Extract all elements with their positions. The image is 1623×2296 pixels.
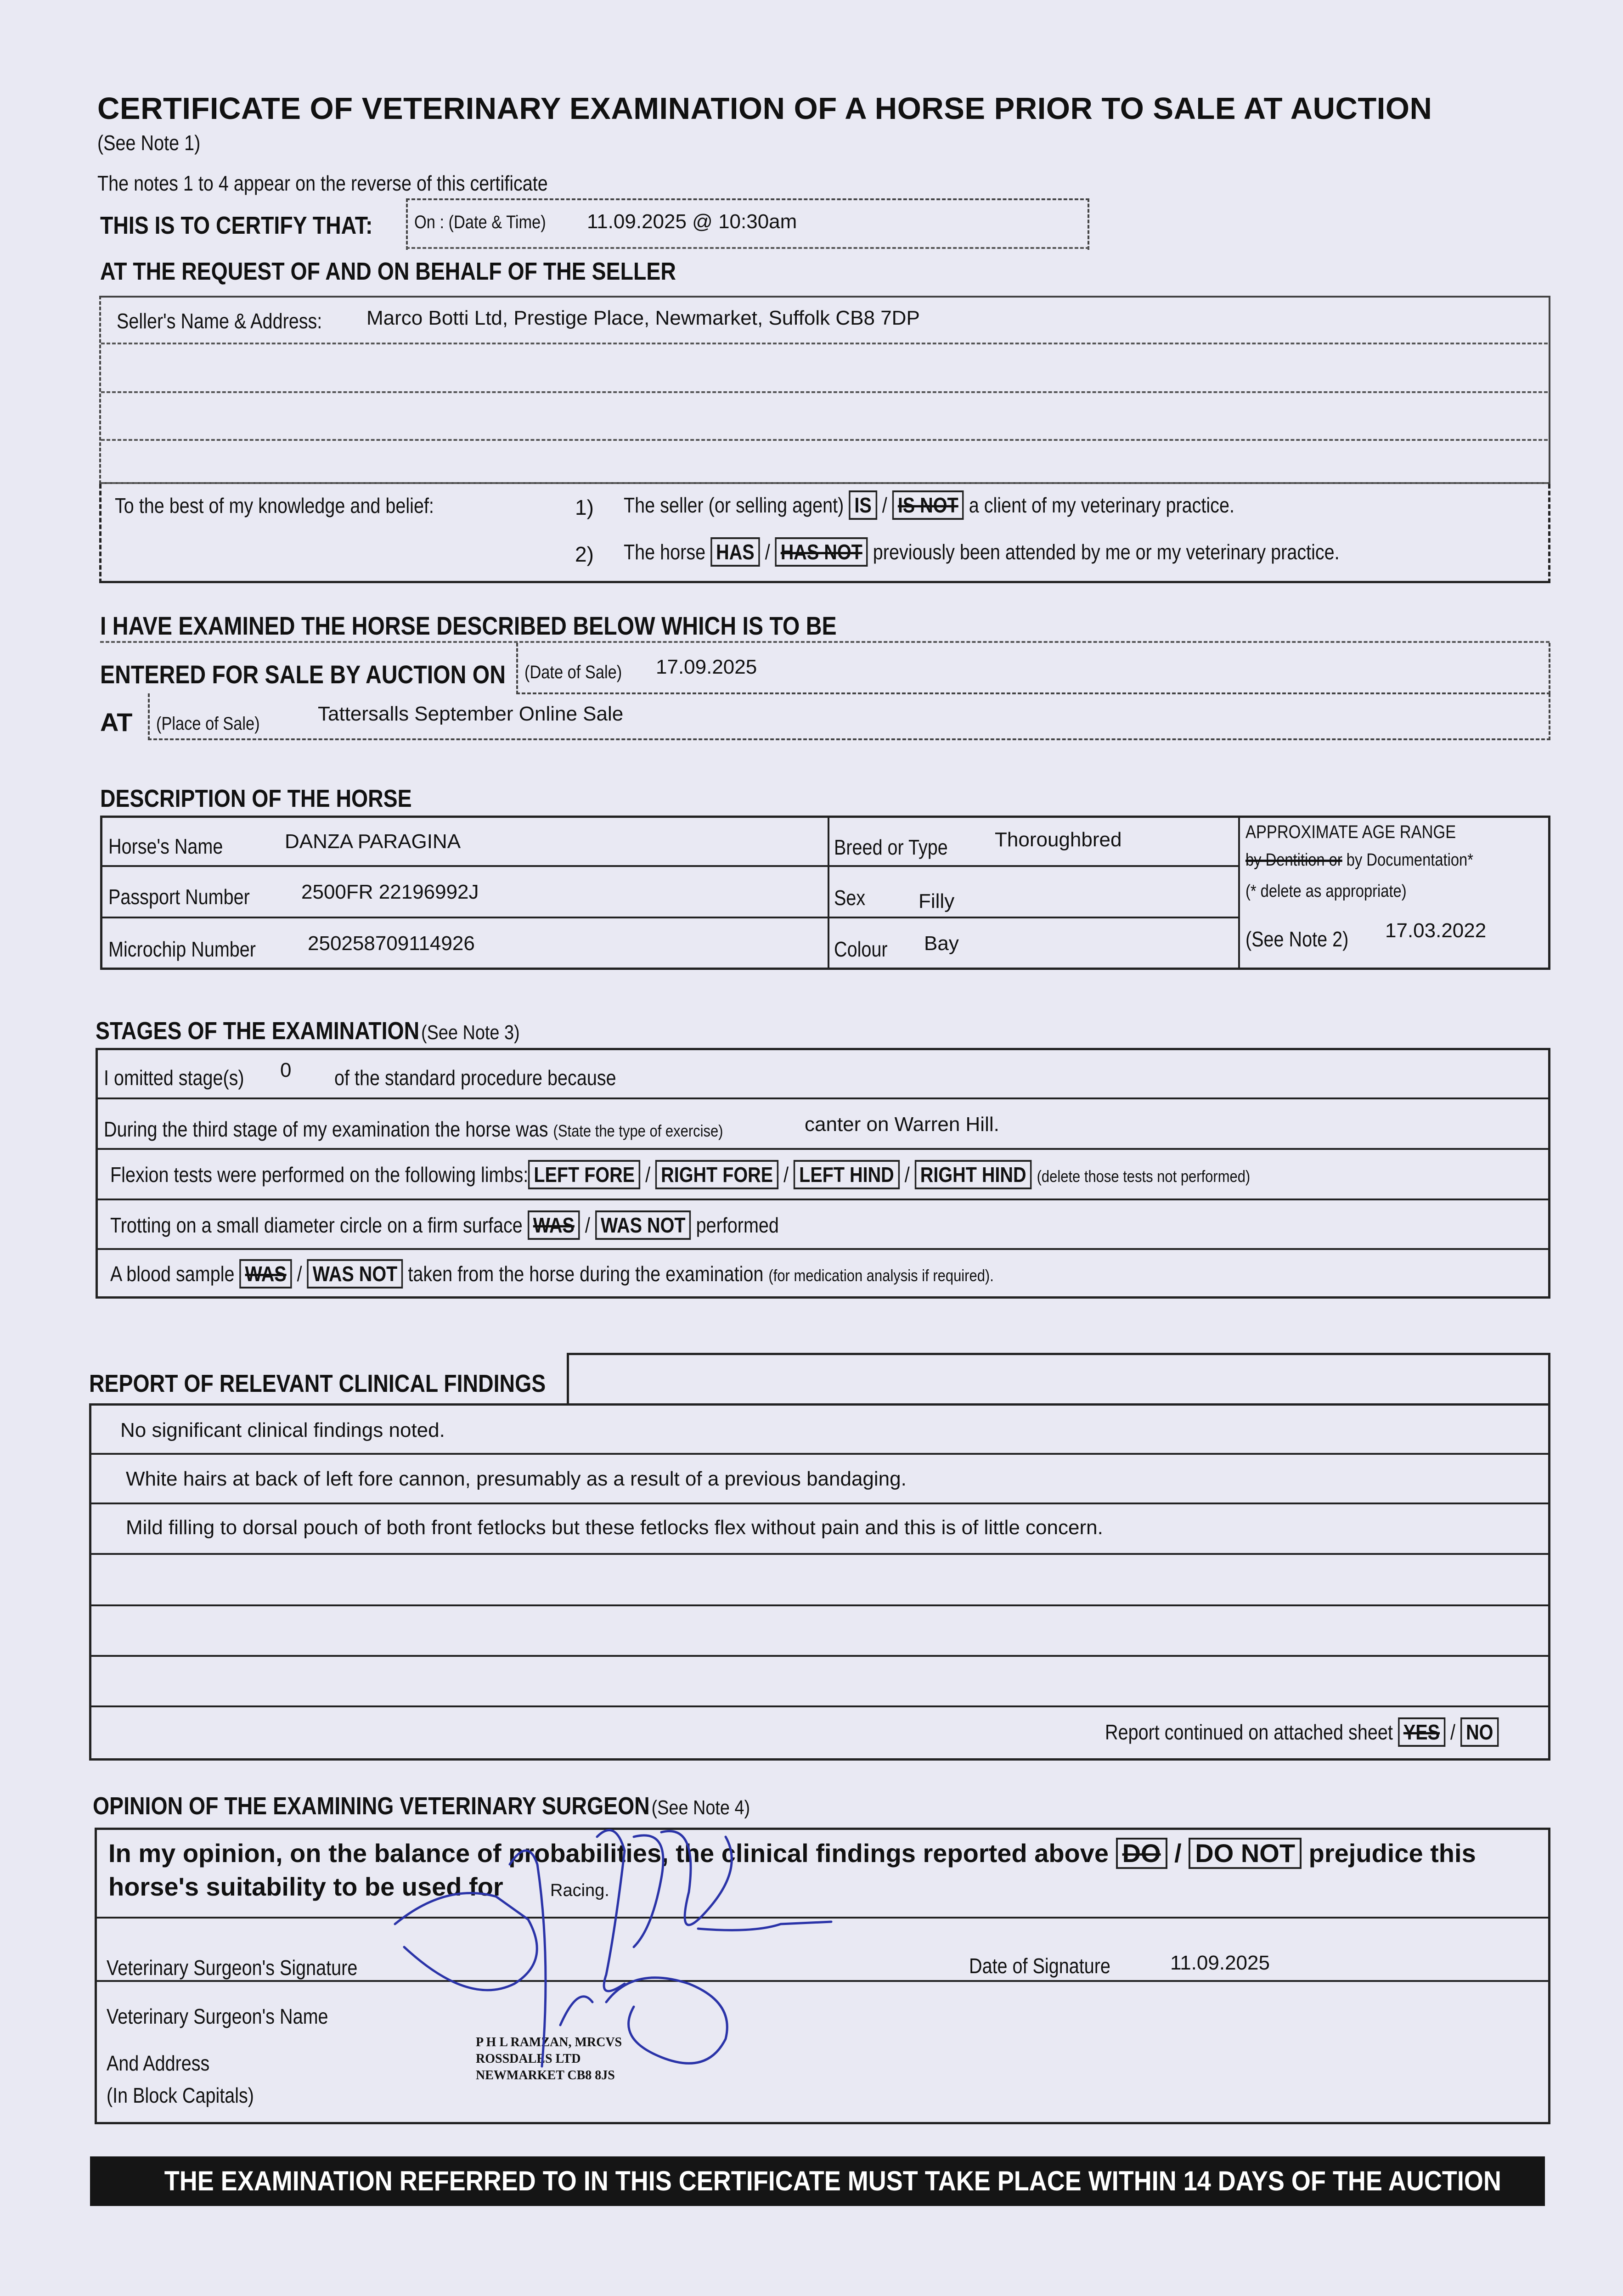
age-see-note: (See Note 2) bbox=[1245, 927, 1349, 951]
has-not-option-struck[interactable]: HAS NOT bbox=[775, 537, 868, 567]
colour-label: Colour bbox=[834, 937, 888, 961]
footer-banner: THE EXAMINATION REFERRED TO IN THIS CERTIFICATE MUST TAKE PLACE WITHIN 14 DAYS OF THE AUCTION bbox=[90, 2156, 1545, 2206]
signature-label: Veterinary Surgeon's Signature bbox=[107, 1956, 358, 1980]
age-value: 17.03.2022 bbox=[1385, 919, 1487, 942]
belief-item-1: The seller (or selling agent) IS / IS NOT a client of my veterinary practice. bbox=[624, 490, 1334, 520]
sale-place-value: Tattersalls September Online Sale bbox=[318, 703, 624, 725]
finding-line-2: White hairs at back of left fore cannon, presumably as a result of a previous bandaging. bbox=[126, 1468, 907, 1490]
vet-stamp: P H L RAMZAN, MRCVS ROSSDALES LTD NEWMARKET CB8 8JS bbox=[476, 2035, 622, 2082]
sale-date-label: (Date of Sale) bbox=[524, 662, 622, 682]
belief-label: To the best of my knowledge and belief: bbox=[115, 494, 434, 518]
has-option[interactable]: HAS bbox=[710, 537, 760, 567]
omitted-value: 0 bbox=[280, 1059, 292, 1081]
passport-value: 2500FR 22196992J bbox=[301, 881, 479, 903]
address-label: And Address bbox=[107, 2051, 210, 2075]
third-stage: During the third stage of my examination the horse was (State the type of exercise) bbox=[104, 1117, 723, 1141]
right-hind-option[interactable]: RIGHT HIND bbox=[915, 1160, 1032, 1189]
signature-scribble bbox=[377, 1809, 882, 2094]
date-signature-label: Date of Signature bbox=[969, 1954, 1110, 1978]
sale-date-field[interactable] bbox=[516, 643, 1550, 694]
is-not-option-struck[interactable]: IS NOT bbox=[892, 490, 964, 520]
sex-value: Filly bbox=[919, 890, 955, 912]
surgeon-name-label: Veterinary Surgeon's Name bbox=[107, 2004, 328, 2028]
opinion-text-line-1: In my opinion, on the balance of probabilities, the clinical findings reported above DO / DO NOT prejudice this bbox=[108, 1838, 1476, 1869]
on-date-label: On : (Date & Time) bbox=[414, 212, 546, 232]
continued-no-option[interactable]: NO bbox=[1460, 1717, 1499, 1747]
omitted-stages: I omitted stage(s) bbox=[104, 1066, 244, 1090]
seller-value: Marco Botti Ltd, Prestige Place, Newmarket, Suffolk CB8 7DP bbox=[366, 307, 920, 329]
sale-date-value: 17.09.2025 bbox=[656, 656, 757, 678]
left-hind-option[interactable]: LEFT HIND bbox=[794, 1160, 900, 1189]
findings-title: REPORT OF RELEVANT CLINICAL FINDINGS bbox=[89, 1370, 546, 1397]
microchip-value: 250258709114926 bbox=[308, 932, 475, 955]
microchip-label: Microchip Number bbox=[108, 937, 256, 961]
seller-address-box[interactable] bbox=[99, 296, 1550, 484]
third-stage-value: canter on Warren Hill. bbox=[805, 1113, 999, 1136]
trot-was-option-struck[interactable]: WAS bbox=[528, 1210, 580, 1240]
horse-section-title: DESCRIPTION OF THE HORSE bbox=[100, 785, 412, 812]
certify-label: THIS IS TO CERTIFY THAT: bbox=[100, 212, 373, 239]
sale-place-label: (Place of Sale) bbox=[156, 714, 260, 734]
right-fore-option[interactable]: RIGHT FORE bbox=[655, 1160, 778, 1189]
sex-label: Sex bbox=[834, 886, 866, 910]
colour-value: Bay bbox=[924, 932, 959, 955]
examined-line-2: ENTERED FOR SALE BY AUCTION ON bbox=[100, 660, 506, 689]
on-date-value: 11.09.2025 @ 10:30am bbox=[587, 210, 797, 233]
notes-line: The notes 1 to 4 appear on the reverse of this certificate bbox=[97, 171, 548, 195]
blood-sample: A blood sample WAS / WAS NOT taken from the horse during the examination (for medication analysis if required). bbox=[110, 1259, 1138, 1289]
flexion-tests: Flexion tests were performed on the following limbs: LEFT FORE / RIGHT FORE / LEFT HIND / RIGHT HIND (delete those tests not performed) bbox=[110, 1160, 1436, 1189]
passport-label: Passport Number bbox=[108, 885, 250, 909]
date-signature-value: 11.09.2025 bbox=[1170, 1952, 1270, 1974]
opinion-title: OPINION OF THE EXAMINING VETERINARY SURGEON (See Note 4) bbox=[93, 1792, 750, 1820]
opinion-text-line-2: horse's suitability to be used for bbox=[108, 1872, 503, 1901]
report-continued: Report continued on attached sheet YES / NO bbox=[1105, 1717, 1563, 1747]
left-fore-option[interactable]: LEFT FORE bbox=[528, 1160, 640, 1189]
belief-item-1-number: 1) bbox=[575, 495, 594, 519]
trot-was-not-option[interactable]: WAS NOT bbox=[595, 1210, 691, 1240]
belief-item-2: The horse HAS / HAS NOT previously been attended by me or my veterinary practice. bbox=[624, 537, 1456, 567]
block-capitals-label: (In Block Capitals) bbox=[107, 2083, 254, 2107]
use-value: Racing. bbox=[550, 1881, 609, 1900]
breed-value: Thoroughbred bbox=[995, 828, 1122, 851]
do-not-option[interactable]: DO NOT bbox=[1189, 1838, 1302, 1869]
request-label: AT THE REQUEST OF AND ON BEHALF OF THE SELLER bbox=[100, 258, 676, 285]
blood-was-not-option[interactable]: WAS NOT bbox=[307, 1259, 403, 1289]
findings-header-box bbox=[567, 1353, 1550, 1405]
trotting: Trotting on a small diameter circle on a firm surface WAS / WAS NOT performed bbox=[110, 1210, 888, 1240]
blood-was-option-struck[interactable]: WAS bbox=[240, 1259, 292, 1289]
horse-name-label: Horse's Name bbox=[108, 834, 223, 858]
is-option[interactable]: IS bbox=[849, 490, 877, 520]
certificate-title: CERTIFICATE OF VETERINARY EXAMINATION OF A HORSE PRIOR TO SALE AT AUCTION bbox=[97, 91, 1432, 126]
breed-label: Breed or Type bbox=[834, 835, 948, 859]
age-method: by Dentition or by Documentation* bbox=[1245, 850, 1473, 870]
horse-name-value: DANZA PARAGINA bbox=[285, 830, 461, 853]
age-note: (* delete as appropriate) bbox=[1245, 882, 1407, 901]
examined-line-1: I HAVE EXAMINED THE HORSE DESCRIBED BELOW WHICH IS TO BE bbox=[100, 611, 837, 640]
omitted-reason: of the standard procedure because bbox=[334, 1066, 616, 1090]
age-range-title: APPROXIMATE AGE RANGE bbox=[1245, 822, 1456, 842]
seller-label: Seller's Name & Address: bbox=[117, 309, 322, 333]
age-dentition-struck: by Dentition or bbox=[1245, 850, 1342, 870]
stages-title: STAGES OF THE EXAMINATION (See Note 3) bbox=[96, 1017, 520, 1045]
do-option-struck[interactable]: DO bbox=[1116, 1838, 1167, 1869]
sale-place-field[interactable] bbox=[148, 693, 1550, 740]
finding-line-1: No significant clinical findings noted. bbox=[120, 1419, 445, 1441]
finding-line-3: Mild filling to dorsal pouch of both front fetlocks but these fetlocks flex without pain and this is of little concern. bbox=[126, 1516, 1103, 1539]
see-note-1: (See Note 1) bbox=[97, 131, 201, 155]
continued-yes-option-struck[interactable]: YES bbox=[1398, 1717, 1445, 1747]
on-date-field[interactable] bbox=[406, 198, 1089, 250]
belief-item-2-number: 2) bbox=[575, 542, 594, 566]
at-label: AT bbox=[100, 708, 133, 737]
